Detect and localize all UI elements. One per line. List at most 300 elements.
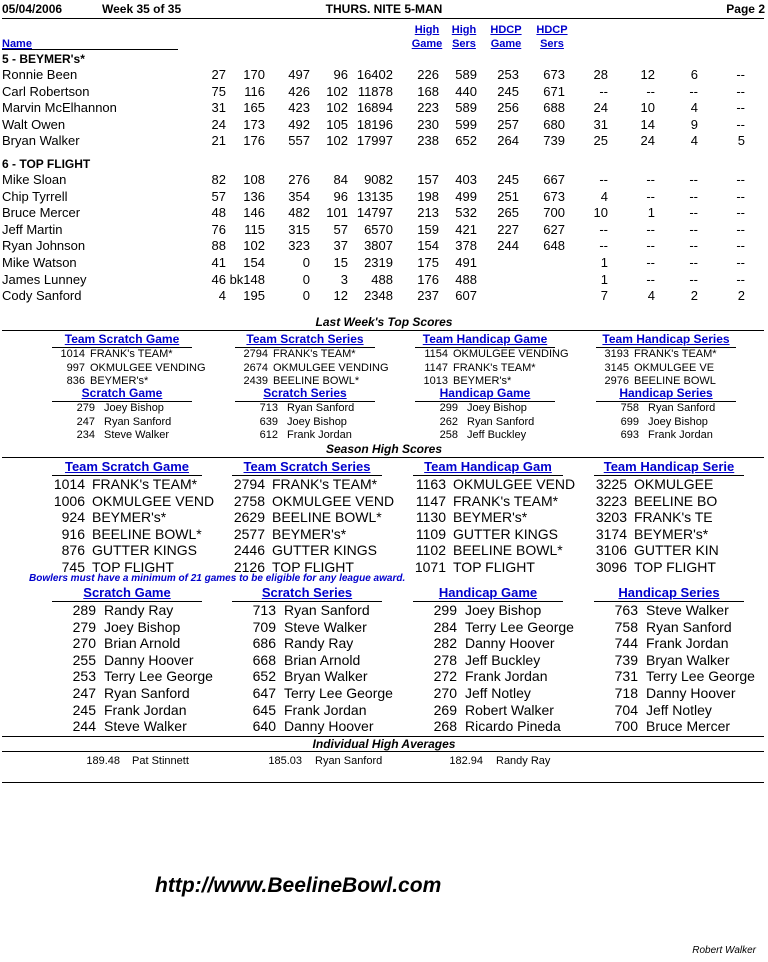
- average-value: 182.94: [449, 755, 483, 767]
- last-week-team-score: 836: [66, 375, 85, 387]
- cell-name: Ryan Johnson: [2, 238, 86, 254]
- season-team-score: 745: [61, 559, 85, 575]
- cell-gms: 96: [333, 188, 348, 204]
- season-individual-score: 709: [252, 618, 276, 635]
- last-week-team-name: OKMULGEE VENDING: [453, 348, 569, 360]
- cell-high-sers: 589: [455, 100, 477, 116]
- season-individual-score: 700: [614, 718, 638, 735]
- cell-high-sers: 652: [455, 133, 477, 149]
- last-week-team-score: 997: [66, 361, 85, 374]
- last-week-individual-name: Joey Bishop: [287, 415, 347, 428]
- season-team-score: 1014: [53, 476, 85, 492]
- last-week-team-score: 2976: [604, 375, 629, 387]
- cell-550-s: --: [689, 188, 698, 204]
- last-week-team-block-title: Team Handicap Game: [422, 332, 548, 346]
- column-header-high-sers: High Sers: [451, 24, 477, 50]
- cell-total: 0: [302, 288, 310, 304]
- cell-gms: 3: [340, 271, 348, 287]
- season-individual-name: Steve Walker: [284, 618, 367, 635]
- season-individual-name: Bryan Walker: [646, 651, 730, 668]
- season-team-name: TOP FLIGHT: [453, 559, 535, 575]
- cell-200-s: --: [646, 188, 655, 204]
- season-team-score: 1163: [415, 476, 446, 492]
- team-label: 5 - BEYMER's*: [2, 52, 85, 66]
- cell-high-sers: 403: [455, 172, 477, 187]
- last-week-individual-name: Frank Jordan: [648, 429, 713, 441]
- header-divider: [2, 18, 764, 19]
- season-individual-name: Danny Hoover: [104, 651, 194, 668]
- season-team-score: 2577: [233, 525, 265, 542]
- season-individual-name: Frank Jordan: [104, 701, 187, 718]
- season-team-name: BEELINE BOWL*: [272, 509, 382, 526]
- season-individual-score: 647: [252, 685, 276, 701]
- season-team-name: BEYMER's*: [453, 509, 528, 526]
- season-individual-score: 640: [252, 718, 276, 735]
- season-team-name: GUTTER KINGS: [272, 542, 378, 559]
- cell-hdcp-sers: 673: [543, 188, 565, 204]
- last-week-team-block-title: Team Scratch Series: [246, 332, 364, 346]
- season-individual-score: 686: [252, 635, 276, 652]
- season-team-name: GUTTER KINGS: [92, 542, 198, 559]
- league-name: THURS. NITE 5-MAN: [325, 2, 443, 16]
- season-team-name: BEYMER's*: [634, 525, 709, 542]
- averages-divider: [2, 751, 764, 752]
- season-individual-block-title: Handicap Game: [438, 585, 538, 600]
- last-week-individual-score: 234: [76, 429, 95, 441]
- cell-hdcp: 82: [211, 172, 226, 187]
- bowler-row: [0, 100, 768, 117]
- season-individual-score: 278: [433, 651, 457, 668]
- season-individual-score: 270: [72, 635, 96, 652]
- cell-600-s: 5: [737, 133, 745, 149]
- report-week: Week 35 of 35: [102, 2, 182, 16]
- cell-total: 423: [288, 100, 310, 116]
- cell-total: 354: [288, 188, 310, 204]
- cell-ave: 176: [243, 133, 265, 149]
- cell-high-game: 157: [417, 172, 439, 187]
- cell-high-sers: 607: [455, 288, 477, 304]
- cell-600-s: --: [736, 221, 745, 237]
- season-individual-name: Terry Lee George: [284, 685, 393, 701]
- season-individual-score: 718: [614, 685, 638, 701]
- cell-gms: 102: [326, 133, 348, 149]
- cell-high-sers: 532: [455, 205, 477, 221]
- cell-gms: 96: [333, 67, 348, 82]
- last-week-individual-score: 713: [259, 402, 278, 414]
- season-individual-score: 645: [252, 701, 276, 718]
- cell-total: 557: [288, 133, 310, 149]
- averages-bottom-divider: [2, 782, 764, 783]
- average-name: Ryan Sanford: [315, 755, 383, 767]
- cell-pins: 17997: [356, 133, 393, 149]
- cell-high-game: 159: [417, 221, 439, 237]
- cell-gms: 12: [333, 288, 348, 304]
- cell-high-sers: 421: [455, 221, 477, 237]
- cell-hdcp-game: 245: [497, 83, 519, 99]
- cell-name: Mike Sloan: [2, 172, 67, 187]
- last-week-individual-name: Joey Bishop: [104, 402, 164, 414]
- season-individual-score: 668: [252, 651, 276, 668]
- cell-hdcp: 21: [211, 133, 226, 149]
- averages-title: Individual High Averages: [312, 737, 456, 751]
- bowler-row: [0, 222, 768, 239]
- cell-550-s: 4: [690, 100, 698, 116]
- column-header-hdcp-sers: HDCP Sers: [536, 24, 568, 50]
- cell-600-s: --: [736, 116, 745, 132]
- season-team-score: 924: [61, 509, 85, 526]
- cell-175-s: 1: [600, 255, 608, 270]
- cell-total: 0: [302, 255, 310, 270]
- cell-hdcp: 31: [211, 100, 226, 116]
- season-individual-name: Brian Arnold: [284, 651, 361, 668]
- season-individual-name: Robert Walker: [465, 701, 554, 718]
- average-value: 185.03: [268, 755, 302, 767]
- last-week-team-name: BEYMER's*: [90, 375, 149, 387]
- season-team-name: GUTTER KIN: [634, 542, 719, 559]
- season-team-name: OKMULGEE VEND: [272, 492, 395, 509]
- average-name: Pat Stinnett: [132, 755, 189, 767]
- cell-hdcp: 57: [211, 188, 226, 204]
- season-team-name: TOP FLIGHT: [634, 559, 716, 575]
- cell-high-game: 154: [417, 238, 439, 254]
- cell-ave: 170: [243, 67, 265, 82]
- cell-hdcp-sers: 680: [543, 116, 565, 132]
- cell-175-s: --: [599, 172, 608, 187]
- last-week-individual-score: 639: [259, 415, 278, 428]
- cell-pins: 2348: [364, 288, 393, 304]
- season-individual-score: 245: [72, 701, 96, 718]
- cell-total: 323: [288, 238, 310, 254]
- cell-550-s: --: [689, 83, 698, 99]
- cell-total: 0: [302, 271, 310, 287]
- cell-pins: 14797: [356, 205, 393, 221]
- cell-hdcp-sers: 700: [543, 205, 565, 221]
- cell-hdcp-sers: 667: [543, 172, 565, 187]
- season-team-name: OKMULGEE: [634, 476, 714, 492]
- season-team-name: FRANK's TEAM*: [272, 476, 378, 492]
- cell-gms: 105: [326, 116, 348, 132]
- cell-550-s: --: [689, 172, 698, 187]
- cell-200-s: --: [646, 238, 655, 254]
- cell-600-s: --: [736, 271, 745, 287]
- cell-600-s: --: [736, 83, 745, 99]
- season-individual-name: Jeff Buckley: [465, 651, 541, 668]
- team-label: 6 - TOP FLIGHT: [2, 157, 91, 171]
- last-week-individual-score: 758: [620, 402, 639, 414]
- season-team-score: 2629: [233, 509, 265, 526]
- cell-pins: 2319: [364, 255, 393, 270]
- season-team-score: 3223: [595, 492, 627, 509]
- cell-ave: 173: [243, 116, 265, 132]
- season-individual-score: 731: [614, 668, 638, 685]
- cell-ave: 154: [243, 255, 265, 270]
- season-individual-score: 652: [252, 668, 276, 685]
- cell-hdcp-sers: 739: [543, 133, 565, 149]
- season-team-name: BEELINE BO: [634, 492, 718, 509]
- cell-high-sers: 440: [455, 83, 477, 99]
- cell-name: Marvin McElhannon: [2, 100, 117, 116]
- column-header-name: Name: [2, 38, 32, 50]
- season-divider: [2, 457, 764, 458]
- cell-pins: 16894: [356, 100, 393, 116]
- cell-175-s: 4: [600, 188, 608, 204]
- cell-gms: 84: [333, 172, 348, 187]
- cell-600-s: --: [736, 100, 745, 116]
- cell-gms: 37: [333, 238, 348, 254]
- season-individual-name: Randy Ray: [104, 602, 174, 618]
- cell-hdcp-game: 264: [497, 133, 519, 149]
- season-individual-score: 255: [72, 651, 96, 668]
- last-week-team-name: OKMULGEE VE: [634, 361, 715, 374]
- cell-high-sers: 491: [455, 255, 477, 270]
- cell-550-s: 6: [690, 67, 698, 82]
- cell-175-s: --: [599, 238, 608, 254]
- season-team-score: 3106: [595, 542, 627, 559]
- cell-hdcp-game: 257: [497, 116, 519, 132]
- cell-ave: 136: [243, 188, 265, 204]
- last-week-individual-score: 699: [620, 415, 639, 428]
- cell-pins: 3807: [364, 238, 393, 254]
- cell-pins: 9082: [364, 172, 393, 187]
- cell-high-sers: 488: [455, 271, 477, 287]
- last-week-team-name: BEELINE BOWL*: [273, 375, 360, 387]
- last-week-individual-block-title: Handicap Series: [619, 386, 713, 400]
- cell-high-game: 237: [417, 288, 439, 304]
- last-week-individual-score: 247: [76, 415, 95, 428]
- last-week-team-score: 2439: [243, 375, 268, 387]
- cell-pins: 6570: [364, 221, 393, 237]
- cell-175-s: 25: [593, 133, 608, 149]
- season-individual-score: 253: [72, 668, 96, 685]
- season-team-name: OKMULGEE VEND: [453, 476, 576, 492]
- last-week-team-score: 3193: [604, 348, 629, 360]
- average-value: 189.48: [86, 755, 120, 767]
- season-team-score: 3203: [595, 509, 627, 526]
- season-team-score: 876: [61, 542, 85, 559]
- cell-550-s: --: [689, 255, 698, 270]
- season-team-score: 1147: [415, 492, 446, 509]
- last-week-individual-name: Ryan Sanford: [104, 415, 172, 428]
- cell-hdcp: 48: [211, 205, 226, 221]
- season-team-name: FRANK's TEAM*: [92, 476, 198, 492]
- bowler-row: [0, 272, 768, 289]
- last-week-individual-name: Joey Bishop: [467, 402, 527, 414]
- season-team-name: BEELINE BOWL*: [92, 525, 202, 542]
- bowler-row: [0, 288, 768, 305]
- bowler-row: [0, 205, 768, 222]
- cell-600-s: 2: [737, 288, 745, 304]
- cell-hdcp: 41: [211, 255, 226, 270]
- last-week-team-name: BEYMER's*: [453, 375, 512, 387]
- cell-high-game: 230: [417, 116, 439, 132]
- cell-high-game: 213: [417, 205, 439, 221]
- bowler-row: [0, 133, 768, 150]
- bowler-row: [0, 84, 768, 101]
- cell-hdcp-game: 245: [497, 172, 519, 187]
- eligibility-note: Bowlers must have a minimum of 21 games to be eligible for any league award.: [29, 573, 406, 584]
- last-week-individual-block-title: Scratch Game: [81, 386, 163, 400]
- website-url: http://www.BeelineBowl.com: [155, 874, 442, 897]
- bowler-row: [0, 255, 768, 272]
- season-individual-block-title: Scratch Series: [261, 585, 353, 600]
- last-week-individual-score: 299: [439, 402, 458, 414]
- season-individual-name: Frank Jordan: [465, 668, 548, 685]
- season-team-score: 2126: [233, 559, 265, 575]
- cell-gms: 57: [333, 221, 348, 237]
- season-individual-score: 270: [433, 685, 457, 701]
- cell-high-game: 198: [417, 188, 439, 204]
- cell-600-s: --: [736, 205, 745, 221]
- cell-175-s: 10: [593, 205, 608, 221]
- season-team-score: 1109: [415, 525, 446, 542]
- bowler-row: [0, 238, 768, 255]
- cell-name: Bryan Walker: [2, 133, 80, 149]
- last-week-team-block-title: Team Handicap Series: [602, 332, 730, 346]
- cell-total: 315: [288, 221, 310, 237]
- last-week-individual-score: 258: [439, 429, 458, 441]
- cell-total: 426: [288, 83, 310, 99]
- cell-high-game: 175: [417, 255, 439, 270]
- season-individual-name: Danny Hoover: [646, 685, 736, 701]
- season-individual-score: 744: [614, 635, 638, 652]
- season-team-name: BEELINE BOWL*: [453, 542, 563, 559]
- season-individual-block-title: Handicap Series: [618, 585, 720, 600]
- season-individual-name: Jeff Notley: [646, 701, 712, 718]
- last-week-team-score: 1154: [424, 348, 448, 360]
- cell-200-s: 12: [640, 67, 655, 82]
- season-individual-name: Randy Ray: [284, 635, 354, 652]
- season-title: Season High Scores: [325, 442, 443, 456]
- bowler-row: [0, 189, 768, 206]
- cell-550-s: 2: [690, 288, 698, 304]
- cell-175-s: 28: [593, 67, 608, 82]
- last-week-individual-name: Steve Walker: [104, 429, 170, 441]
- last-week-team-score: 3145: [604, 361, 629, 374]
- season-individual-name: Frank Jordan: [646, 635, 729, 652]
- cell-200-s: --: [646, 271, 655, 287]
- season-team-score: 1006: [53, 492, 85, 509]
- cell-200-s: --: [646, 172, 655, 187]
- season-individual-score: 269: [433, 701, 457, 718]
- cell-hdcp-sers: 673: [543, 67, 565, 82]
- cell-gms: 15: [333, 255, 348, 270]
- last-week-individual-score: 279: [76, 402, 95, 414]
- cell-name: Walt Owen: [2, 116, 66, 132]
- last-week-individual-name: Frank Jordan: [287, 429, 352, 441]
- last-week-individual-name: Ryan Sanford: [648, 402, 716, 414]
- cell-total: 276: [288, 172, 310, 187]
- cell-ave: 165: [243, 100, 265, 116]
- cell-600-s: --: [736, 188, 745, 204]
- last-week-team-name: FRANK's TEAM*: [273, 348, 356, 360]
- last-week-team-score: 1013: [423, 375, 448, 387]
- cell-200-s: 10: [640, 100, 655, 116]
- bowler-row: [0, 67, 768, 84]
- season-individual-name: Terry Lee George: [646, 668, 755, 685]
- last-week-team-name: OKMULGEE VENDING: [273, 361, 389, 374]
- cell-high-sers: 499: [455, 188, 477, 204]
- season-individual-score: 299: [433, 602, 457, 618]
- cell-pins: 488: [371, 271, 393, 287]
- cell-550-s: --: [689, 205, 698, 221]
- season-individual-name: Ryan Sanford: [284, 602, 370, 618]
- cell-hdcp-sers: 688: [543, 100, 565, 116]
- cell-175-s: 7: [600, 288, 608, 304]
- season-individual-score: 282: [433, 635, 457, 652]
- season-individual-score: 272: [433, 668, 457, 685]
- bowler-row: [0, 117, 768, 134]
- cell-total: 492: [288, 116, 310, 132]
- cell-600-s: --: [736, 255, 745, 270]
- season-individual-score: 289: [72, 602, 96, 618]
- cell-hdcp-sers: 648: [543, 238, 565, 254]
- cell-hdcp: 75: [211, 83, 226, 99]
- season-team-name: FRANK's TEAM*: [453, 492, 559, 509]
- cell-high-sers: 589: [455, 67, 477, 82]
- last-week-team-name: FRANK's TEAM*: [634, 348, 717, 360]
- last-week-individual-block-title: Scratch Series: [263, 386, 347, 400]
- season-team-score: 3174: [595, 525, 627, 542]
- season-team-score: 1130: [415, 509, 446, 526]
- cell-200-s: --: [646, 221, 655, 237]
- cell-ave: 115: [244, 221, 265, 237]
- cell-total: 497: [288, 67, 310, 82]
- last-week-individual-name: Jeff Buckley: [467, 429, 527, 441]
- name-column-underline: [2, 49, 178, 50]
- last-week-team-score: 1014: [60, 348, 85, 360]
- cell-175-s: --: [599, 83, 608, 99]
- cell-ave: 146: [243, 205, 265, 221]
- last-week-team-block-title: Team Scratch Game: [64, 332, 180, 346]
- season-individual-score: 247: [72, 685, 96, 701]
- last-week-individual-name: Ryan Sanford: [287, 402, 355, 414]
- cell-high-game: 176: [417, 271, 439, 287]
- season-individual-score: 268: [433, 718, 457, 735]
- cell-175-s: --: [599, 221, 608, 237]
- season-individual-name: Bryan Walker: [284, 668, 368, 685]
- cell-gms: 102: [326, 83, 348, 99]
- cell-200-s: 14: [640, 116, 655, 132]
- season-team-score: 3096: [595, 559, 627, 575]
- cell-600-s: --: [736, 238, 745, 254]
- cell-hdcp: 27: [211, 67, 226, 82]
- cell-550-s: --: [689, 271, 698, 287]
- season-individual-name: Danny Hoover: [465, 635, 555, 652]
- season-team-name: TOP FLIGHT: [92, 559, 174, 575]
- season-individual-score: 279: [72, 618, 96, 635]
- cell-total: 482: [288, 205, 310, 221]
- cell-name: Cody Sanford: [2, 288, 82, 304]
- season-team-name: TOP FLIGHT: [272, 559, 354, 575]
- last-week-team-score: 1147: [424, 361, 448, 374]
- cell-200-s: 4: [647, 288, 655, 304]
- season-individual-name: Brian Arnold: [104, 635, 181, 652]
- season-team-name: BEYMER's*: [272, 525, 347, 542]
- average-name: Randy Ray: [496, 755, 551, 767]
- footer-name: Robert Walker: [692, 945, 756, 956]
- season-team-score: 2794: [233, 476, 265, 492]
- cell-pins: 11878: [357, 83, 393, 99]
- cell-ave: 102: [243, 238, 265, 254]
- cell-hdcp-game: 227: [497, 221, 519, 237]
- page-number: Page 2: [726, 2, 765, 16]
- bowler-row: [0, 172, 768, 189]
- last-week-individual-score: 612: [259, 429, 278, 441]
- cell-175-s: 1: [600, 271, 608, 287]
- cell-ave: 108: [243, 172, 265, 187]
- season-individual-name: Joey Bishop: [465, 602, 542, 618]
- last-week-individual-name: Joey Bishop: [648, 415, 708, 428]
